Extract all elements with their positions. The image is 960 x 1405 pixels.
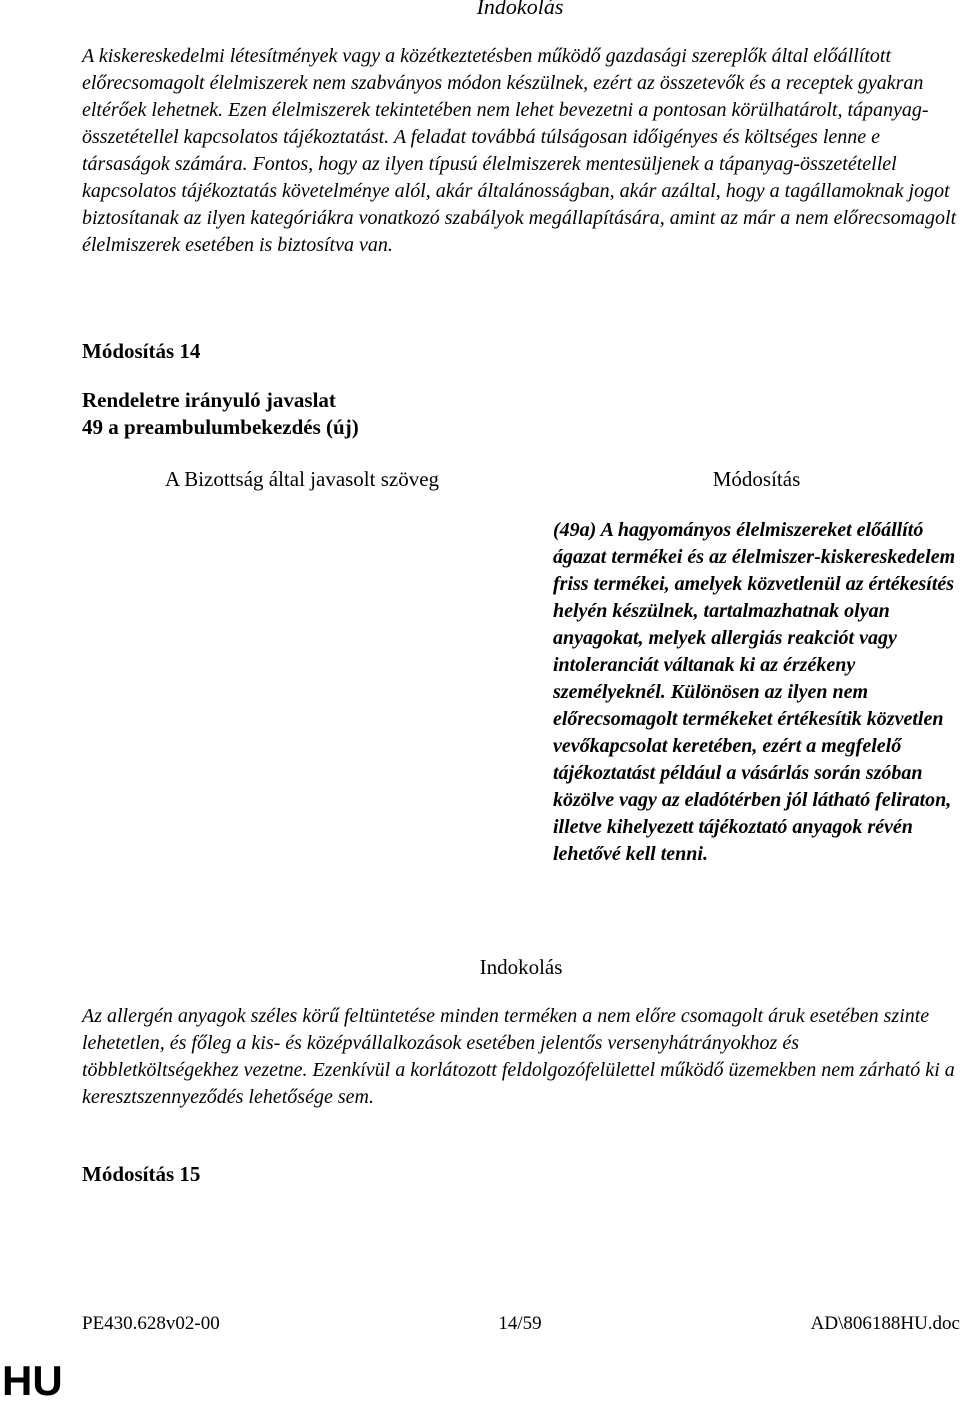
amendment-14-title: Módosítás 14 [82, 339, 201, 363]
proposal-reference-line2: 49 a preambulumbekezdés (új) [82, 415, 359, 439]
amendment-column-header: Módosítás [712, 467, 801, 491]
footer-doc-ref: PE430.628v02-00 [82, 1313, 220, 1334]
amendment-text: (49a) A hagyományos élelmiszereket előállító ágazat termékei és az élelmiszer-kiskereskedelem friss termékei, amelyek közvetlenül az értékesítés helyén készülnek, tartalmazhatnak olyan anyagokat, melyek allergiás reakciót vagy intoleranciát váltanak ki az érzékeny személyeknél. Különösen az ilyen nem előrecsomagolt termékeket értékesítik közvetlen vevőkapcsolat keretében, ezért a megfelelő tájékoztatást például a vásárlás során szóban közölve vagy az eladótérben jól látható feliraton, illetve kihelyezett tájékoztató anyagok révén lehetővé kell tenni. [553, 519, 956, 865]
proposal-reference-line1: Rendeletre irányuló javaslat [82, 388, 336, 412]
top-justification-heading: Indokolás [476, 0, 564, 19]
amendment-14-justification-text: Az allergén anyagok széles körű feltüntetése minden terméken a nem előre csomagolt áruk esetében szinte lehetetlen, és főleg a kis- és középvállalkozások esetében jelentős versenyhátrányokhoz és többletköltségekhez vezetne. Ezenkívül a korlátozott feldolgozófelülettel működő üzemekben nem zárható ki a keresztszennyeződés lehetősége sem. [82, 1005, 955, 1108]
amendment-14-justification-heading: Indokolás [479, 955, 563, 979]
proposal-reference [82, 387, 359, 441]
language-code: HU [2, 1357, 63, 1404]
commission-text-column-header: A Bizottság által javasolt szöveg [164, 467, 440, 491]
footer-file-name: AD\806188HU.doc [810, 1313, 960, 1334]
amendment-15-title: Módosítás 15 [82, 1162, 201, 1186]
footer-page-number: 14/59 [498, 1313, 542, 1334]
top-justification-text: A kiskereskedelmi létesítmények vagy a közétkeztetésben működő gazdasági szereplők által előállított előrecsomagolt élelmiszerek nem szabványos módon készülnek, ezért az összetevők és a receptek gyakran eltérőek lehetnek. Ezen élelmiszerek tekintetében nem lehet bevezetni a pontosan körülhatárolt, tápanyag-összetétellel kapcsolatos tájékoztatást. A feladat továbbá túlságosan időigényes és költséges lenne e társaságok számára. Fontos, hogy az ilyen típusú élelmiszerek mentesüljenek a tápanyag-összetétellel kapcsolatos tájékoztatás követelménye alól, akár általánosságban, akár azáltal, hogy a tagállamoknak jogot biztosítanak az ilyen kategóriákra vonatkozó szabályok megállapítására, amint az már a nem előrecsomagolt élelmiszerek esetében is biztosítva van. [82, 45, 957, 256]
